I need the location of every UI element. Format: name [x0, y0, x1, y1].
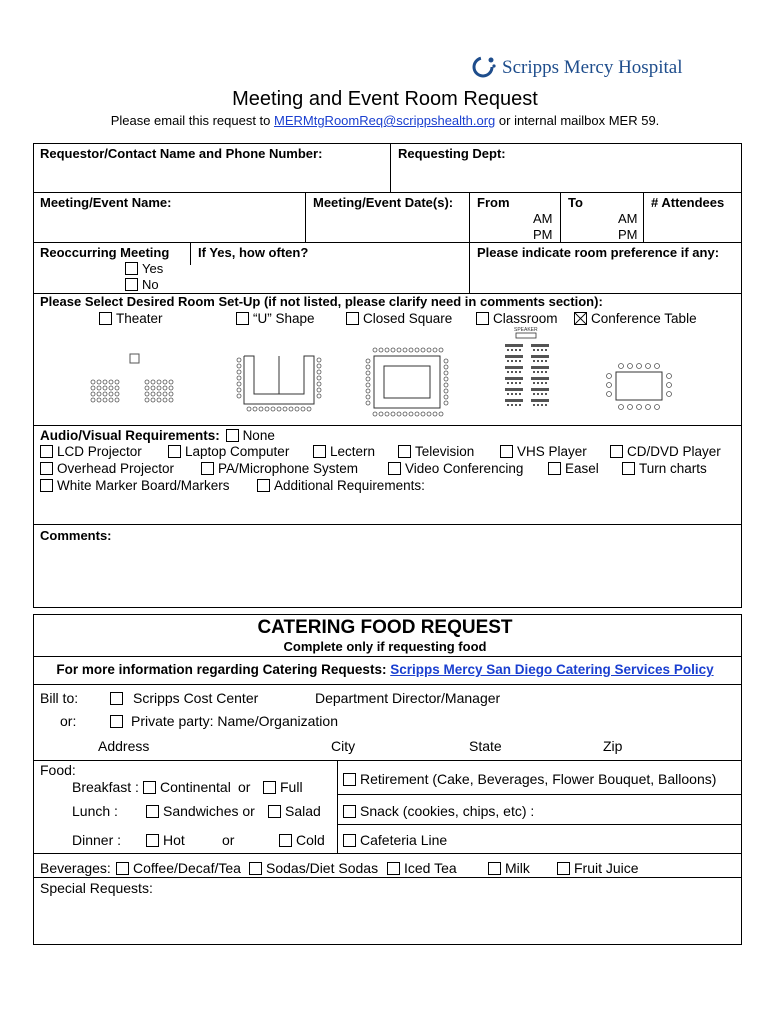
- seat-mark: [237, 376, 241, 380]
- conference-table-checkbox-checked[interactable]: [574, 312, 587, 325]
- seat-mark: [169, 392, 173, 396]
- seat-mark: [237, 370, 241, 374]
- desk-mark: [531, 355, 549, 358]
- seat-mark: [115, 392, 119, 396]
- seat-mark: [444, 371, 448, 375]
- submit-instructions: [0, 113, 770, 128]
- seat-mark: [151, 380, 155, 384]
- seat-mark: [439, 412, 443, 416]
- chair-mark: [519, 371, 521, 373]
- desk-mark: [505, 355, 523, 358]
- lunch-label: Lunch :: [72, 803, 118, 819]
- seat-mark: [444, 365, 448, 369]
- chair-mark: [511, 371, 513, 373]
- seat-mark: [439, 348, 443, 352]
- seat-mark: [91, 392, 95, 396]
- seat-mark: [163, 398, 167, 402]
- av-lcd[interactable]: LCD Projector: [40, 444, 142, 459]
- requestor-label: Requestor/Contact Name and Phone Number:: [40, 146, 323, 161]
- bev-milk[interactable]: Milk: [488, 860, 530, 876]
- seat-mark: [237, 358, 241, 362]
- seat-mark: [433, 412, 437, 416]
- seat-mark: [397, 348, 401, 352]
- seat-mark: [91, 380, 95, 384]
- from-am: AM: [533, 211, 553, 226]
- av-vhs[interactable]: VHS Player: [500, 444, 587, 459]
- seat-mark: [379, 348, 383, 352]
- closed-square-diagram: [362, 344, 452, 418]
- chair-mark: [533, 371, 535, 373]
- setup-theater[interactable]: [99, 311, 163, 326]
- logo-text: Scripps Mercy Hospital: [502, 57, 683, 78]
- seat-mark: [301, 407, 305, 411]
- classroom-checkbox[interactable]: [476, 312, 489, 325]
- seat-mark: [619, 405, 624, 410]
- seat-mark: [317, 370, 321, 374]
- chair-mark: [545, 360, 547, 362]
- special-requests-label: Special Requests:: [40, 880, 153, 896]
- catering-info: [0, 662, 770, 677]
- seat-mark: [283, 407, 287, 411]
- seat-mark: [317, 358, 321, 362]
- seat-mark: [366, 389, 370, 393]
- chair-mark: [507, 382, 509, 384]
- logo-mark-icon: [470, 52, 498, 80]
- desk-mark: [531, 377, 549, 380]
- speaker-label: SPEAKER: [514, 327, 538, 333]
- chair-mark: [519, 382, 521, 384]
- chair-mark: [515, 360, 517, 362]
- room-preference-label: Please indicate room preference if any:: [477, 245, 720, 260]
- seat-mark: [619, 364, 624, 369]
- seat-mark: [151, 386, 155, 390]
- seat-mark: [366, 359, 370, 363]
- chair-mark: [519, 349, 521, 351]
- seat-mark: [409, 348, 413, 352]
- seat-mark: [103, 386, 107, 390]
- beverages-label: Beverages:: [40, 860, 111, 876]
- seat-mark: [444, 383, 448, 387]
- seat-mark: [397, 412, 401, 416]
- seat-mark: [607, 383, 612, 388]
- chair-mark: [537, 349, 539, 351]
- snack-option[interactable]: Snack (cookies, chips, etc) :: [343, 803, 534, 819]
- sandwiches-option[interactable]: Sandwiches or: [146, 803, 255, 819]
- chair-mark: [537, 393, 539, 395]
- catering-info-prefix: For more information regarding Catering Requests:: [56, 662, 391, 677]
- seat-mark: [109, 392, 113, 396]
- seat-mark: [307, 407, 311, 411]
- bev-coffee[interactable]: Coffee/Decaf/Tea: [116, 860, 241, 876]
- seat-mark: [115, 386, 119, 390]
- seat-mark: [391, 348, 395, 352]
- or-label: or:: [60, 713, 77, 729]
- conference-table-label: Conference Table: [591, 311, 697, 326]
- seat-mark: [317, 382, 321, 386]
- seat-mark: [277, 407, 281, 411]
- seat-mark: [444, 401, 448, 405]
- seat-mark: [646, 364, 651, 369]
- seat-mark: [271, 407, 275, 411]
- seat-mark: [97, 380, 101, 384]
- reoccurring-yes[interactable]: [125, 261, 163, 276]
- reoccurring-label: Reoccurring Meeting: [40, 245, 170, 260]
- event-name-label: Meeting/Event Name:: [40, 195, 172, 210]
- seat-mark: [237, 394, 241, 398]
- av-easel[interactable]: Easel: [548, 461, 599, 476]
- classroom-label: Classroom: [493, 311, 558, 326]
- seat-mark: [366, 395, 370, 399]
- closed-square-label: Closed Square: [363, 311, 453, 326]
- chair-mark: [515, 404, 517, 406]
- desk-mark: [531, 388, 549, 391]
- catering-title: CATERING FOOD REQUEST: [257, 617, 513, 638]
- seat-mark: [151, 398, 155, 402]
- chair-mark: [537, 360, 539, 362]
- seat-mark: [379, 412, 383, 416]
- from-pm: PM: [533, 227, 553, 242]
- av-whiteboard[interactable]: White Marker Board/Markers: [40, 478, 230, 493]
- desk-mark: [505, 344, 523, 347]
- hot-option[interactable]: Hot: [146, 832, 185, 848]
- seat-mark: [433, 348, 437, 352]
- seat-mark: [391, 412, 395, 416]
- seat-mark: [403, 412, 407, 416]
- seat-mark: [409, 412, 413, 416]
- dinner-or: or: [222, 832, 235, 848]
- desk-mark: [505, 366, 523, 369]
- theater-checkbox[interactable]: [99, 312, 112, 325]
- seat-mark: [628, 364, 633, 369]
- chair-mark: [533, 360, 535, 362]
- seat-mark: [103, 398, 107, 402]
- seat-mark: [628, 405, 633, 410]
- desk-mark: [531, 366, 549, 369]
- seat-mark: [145, 392, 149, 396]
- chair-mark: [545, 349, 547, 351]
- chair-mark: [537, 371, 539, 373]
- chair-mark: [545, 382, 547, 384]
- chair-mark: [507, 404, 509, 406]
- seat-mark: [385, 348, 389, 352]
- seat-mark: [109, 398, 113, 402]
- chair-mark: [511, 393, 513, 395]
- state-label: State: [469, 738, 502, 754]
- seat-mark: [373, 412, 377, 416]
- no-label: No: [142, 277, 159, 292]
- chair-mark: [545, 393, 547, 395]
- to-pm: PM: [618, 227, 638, 242]
- chair-mark: [541, 349, 543, 351]
- chair-mark: [541, 393, 543, 395]
- seat-mark: [403, 348, 407, 352]
- from-label: From: [477, 195, 510, 210]
- av-pa-mic[interactable]: PA/Microphone System: [201, 461, 358, 476]
- attendees-label: # Attendees: [651, 195, 725, 210]
- seat-mark: [295, 407, 299, 411]
- catering-subtitle: Complete only if requesting food: [283, 639, 487, 654]
- chair-mark: [519, 404, 521, 406]
- chair-mark: [511, 360, 513, 362]
- u-shape-diagram: [232, 352, 322, 412]
- av-turn-charts[interactable]: Turn charts: [622, 461, 707, 476]
- seat-mark: [373, 348, 377, 352]
- seat-mark: [115, 380, 119, 384]
- seat-mark: [317, 376, 321, 380]
- seat-mark: [103, 380, 107, 384]
- seat-mark: [646, 405, 651, 410]
- chair-mark: [507, 360, 509, 362]
- seat-mark: [259, 407, 263, 411]
- chair-mark: [507, 393, 509, 395]
- av-television[interactable]: Television: [398, 444, 474, 459]
- yes-label: Yes: [142, 261, 164, 276]
- to-am: AM: [618, 211, 638, 226]
- seat-mark: [444, 377, 448, 381]
- chair-mark: [507, 371, 509, 373]
- event-dates-label: Meeting/Event Date(s):: [313, 195, 454, 210]
- requesting-dept-label: Requesting Dept:: [398, 146, 506, 161]
- setup-u-shape[interactable]: [236, 311, 315, 326]
- seat-mark: [145, 398, 149, 402]
- bev-iced-tea[interactable]: Iced Tea: [387, 860, 457, 876]
- chair-mark: [541, 404, 543, 406]
- av-additional[interactable]: Additional Requirements:: [257, 478, 425, 493]
- seat-mark: [366, 377, 370, 381]
- chair-mark: [507, 349, 509, 351]
- seat-mark: [103, 392, 107, 396]
- seat-mark: [237, 364, 241, 368]
- food-label: Food:: [40, 762, 76, 778]
- chair-mark: [533, 404, 535, 406]
- breakfast-or: or: [238, 779, 251, 795]
- email-link[interactable]: MERMtgRoomReq@scrippshealth.org: [274, 113, 496, 128]
- chair-mark: [515, 349, 517, 351]
- theater-label: Theater: [116, 311, 163, 326]
- city-label: City: [331, 738, 356, 754]
- av-video-conf[interactable]: Video Conferencing: [388, 461, 523, 476]
- cafeteria-option[interactable]: Cafeteria Line: [343, 832, 447, 848]
- seat-mark: [317, 394, 321, 398]
- zip-label: Zip: [603, 738, 623, 754]
- desk-mark: [531, 399, 549, 402]
- chair-mark: [545, 404, 547, 406]
- seat-mark: [366, 401, 370, 405]
- av-heading: Audio/Visual Requirements:: [40, 428, 220, 443]
- private-party-option[interactable]: Private party: Name/Organization: [110, 713, 338, 729]
- u-shape-checkbox[interactable]: [236, 312, 249, 325]
- seat-mark: [163, 392, 167, 396]
- seat-mark: [444, 395, 448, 399]
- dinner-label: Dinner :: [72, 832, 122, 848]
- seat-mark: [637, 364, 642, 369]
- chair-mark: [511, 404, 513, 406]
- seat-mark: [655, 364, 660, 369]
- comments-label: Comments:: [40, 528, 112, 543]
- how-often-label: If Yes, how often?: [198, 245, 309, 260]
- bev-sodas[interactable]: Sodas/Diet Sodas: [249, 860, 378, 876]
- av-overhead[interactable]: Overhead Projector: [40, 461, 174, 476]
- seat-mark: [607, 392, 612, 397]
- seat-mark: [163, 386, 167, 390]
- chair-mark: [515, 371, 517, 373]
- reoccurring-no[interactable]: [125, 277, 159, 292]
- av-laptop[interactable]: Laptop Computer: [168, 444, 289, 459]
- to-label: To: [568, 195, 583, 210]
- yes-checkbox[interactable]: [125, 262, 138, 275]
- seat-mark: [115, 398, 119, 402]
- classroom-diagram: [498, 324, 558, 414]
- seat-mark: [145, 380, 149, 384]
- seat-mark: [91, 398, 95, 402]
- address-label: Address: [98, 738, 150, 754]
- beverages-row: [40, 860, 740, 878]
- seat-mark: [385, 412, 389, 416]
- chair-mark: [537, 404, 539, 406]
- chair-mark: [541, 371, 543, 373]
- desk-mark: [505, 377, 523, 380]
- chair-mark: [533, 349, 535, 351]
- salad-option[interactable]: Salad: [268, 803, 321, 819]
- chair-mark: [541, 382, 543, 384]
- chair-mark: [545, 371, 547, 373]
- setup-heading: Please Select Desired Room Set-Up (if not listed, please clarify need in comments section):: [40, 294, 603, 309]
- seat-mark: [655, 405, 660, 410]
- seat-mark: [427, 348, 431, 352]
- no-checkbox[interactable]: [125, 278, 138, 291]
- seat-mark: [637, 405, 642, 410]
- seat-mark: [157, 380, 161, 384]
- seat-mark: [317, 388, 321, 392]
- seat-mark: [237, 382, 241, 386]
- av-heading-row: [40, 428, 275, 443]
- full-option[interactable]: Full: [263, 779, 303, 795]
- seat-mark: [157, 398, 161, 402]
- cost-center-option[interactable]: Scripps Cost Center: [110, 690, 258, 706]
- seat-mark: [163, 380, 167, 384]
- seat-mark: [366, 371, 370, 375]
- seat-mark: [366, 365, 370, 369]
- seat-mark: [237, 388, 241, 392]
- setup-closed-square[interactable]: [346, 311, 452, 326]
- seat-mark: [415, 348, 419, 352]
- desk-mark: [531, 344, 549, 347]
- bev-fruit-juice[interactable]: Fruit Juice: [557, 860, 639, 876]
- chair-mark: [541, 360, 543, 362]
- av-none-label: None: [242, 428, 275, 443]
- hospital-logo: [470, 52, 690, 82]
- chair-mark: [515, 382, 517, 384]
- seat-mark: [317, 364, 321, 368]
- chair-mark: [533, 382, 535, 384]
- catering-policy-link[interactable]: Scripps Mercy San Diego Catering Services Policy: [390, 662, 714, 677]
- seat-mark: [421, 412, 425, 416]
- dept-director-label: Department Director/Manager: [315, 690, 501, 706]
- chair-mark: [511, 382, 513, 384]
- seat-mark: [607, 374, 612, 379]
- seat-mark: [109, 380, 113, 384]
- seat-mark: [247, 407, 251, 411]
- seat-mark: [415, 412, 419, 416]
- seat-mark: [444, 359, 448, 363]
- form-title: Meeting and Event Room Request: [232, 88, 538, 110]
- seat-mark: [145, 386, 149, 390]
- seat-mark: [253, 407, 257, 411]
- retirement-option[interactable]: Retirement (Cake, Beverages, Flower Bouquet, Balloons): [343, 771, 716, 787]
- seat-mark: [265, 407, 269, 411]
- av-none-checkbox[interactable]: [226, 429, 239, 442]
- seat-mark: [427, 412, 431, 416]
- seat-mark: [667, 374, 672, 379]
- chair-mark: [537, 382, 539, 384]
- continental-option[interactable]: Continental: [143, 779, 231, 795]
- bill-to-label: Bill to:: [40, 690, 79, 706]
- cold-option[interactable]: Cold: [279, 832, 325, 848]
- seat-mark: [289, 407, 293, 411]
- setup-conference-table[interactable]: [574, 311, 697, 326]
- seat-mark: [667, 383, 672, 388]
- chair-mark: [519, 360, 521, 362]
- conference-table-diagram: [604, 360, 674, 416]
- av-lectern[interactable]: Lectern: [313, 444, 375, 459]
- chair-mark: [519, 393, 521, 395]
- seat-mark: [169, 398, 173, 402]
- breakfast-label: Breakfast :: [72, 779, 139, 795]
- seat-mark: [444, 389, 448, 393]
- seat-mark: [91, 386, 95, 390]
- seat-mark: [151, 392, 155, 396]
- seat-mark: [157, 386, 161, 390]
- chair-mark: [515, 393, 517, 395]
- seat-mark: [97, 398, 101, 402]
- theater-diagram: [85, 352, 195, 412]
- closed-square-checkbox[interactable]: [346, 312, 359, 325]
- seat-mark: [97, 392, 101, 396]
- u-shape-label: “U” Shape: [253, 311, 315, 326]
- av-cd-dvd[interactable]: CD/DVD Player: [610, 444, 721, 459]
- seat-mark: [169, 380, 173, 384]
- desk-mark: [505, 399, 523, 402]
- seat-mark: [109, 386, 113, 390]
- seat-mark: [157, 392, 161, 396]
- instructions-prefix: Please email this request to: [110, 113, 274, 128]
- chair-mark: [533, 393, 535, 395]
- seat-mark: [169, 386, 173, 390]
- seat-mark: [366, 383, 370, 387]
- seat-mark: [421, 348, 425, 352]
- seat-mark: [97, 386, 101, 390]
- instructions-suffix: or internal mailbox MER 59.: [495, 113, 660, 128]
- desk-mark: [505, 388, 523, 391]
- seat-mark: [667, 392, 672, 397]
- chair-mark: [511, 349, 513, 351]
